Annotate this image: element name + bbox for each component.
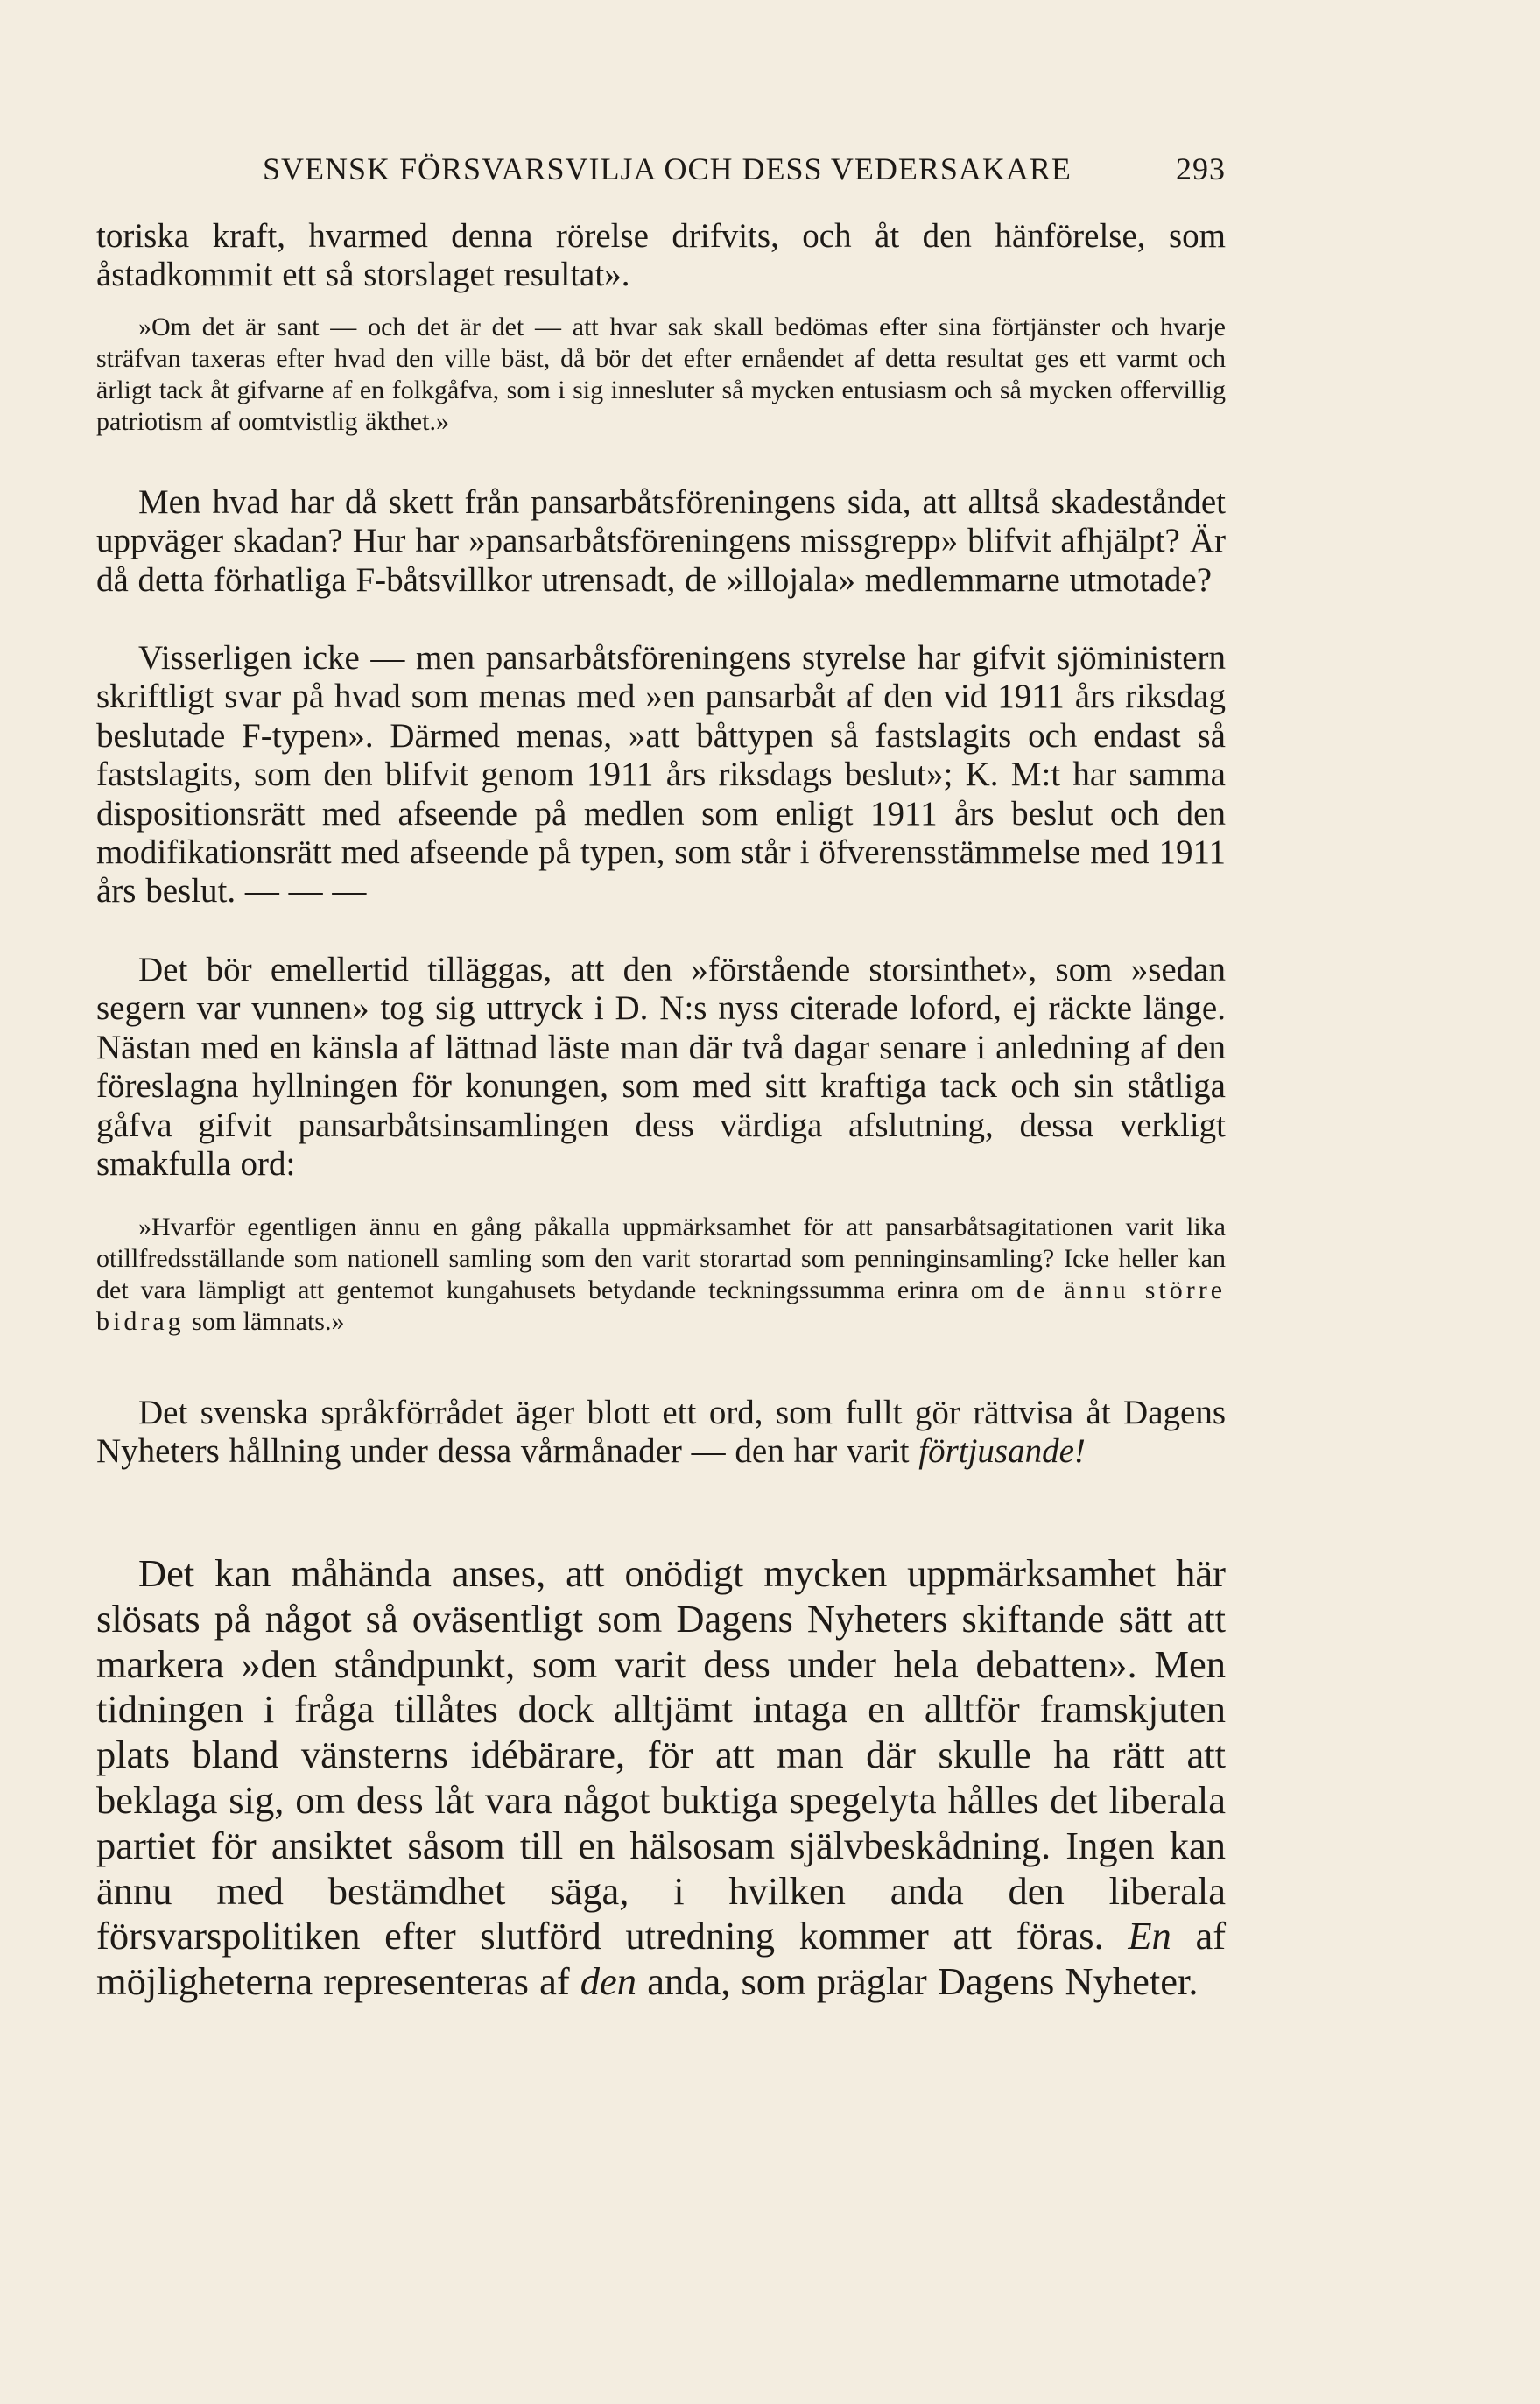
paragraph-2-text: »Om det är sant — och det är det — att hvar sak skall bedömas efter sina förtjänster och hvarje sträfvan taxeras efter hvad den ville bäst, då bör det efter ernåendet af detta resultat ges ett varmt och ärligt tack åt gifvarne af en folkgåfva, som i sig innesluter så mycken entusiasm och så mycken offervillig patriotism af oomtvistlig äkthet.» [96, 313, 1226, 436]
paragraph-1-text: toriska kraft, hvarmed denna rörelse drifvits, och åt den hänförelse, som åstadkommit ett så storslaget resultat». [96, 217, 1226, 294]
paragraph-4-text: Visserligen icke — men pansarbåtsföreningens styrelse har gifvit sjöministern skriftligt svar på hvad som menas med »en pansarbåt af den vid 1911 års riksdag beslutade F-typen». Därmed menas, »att båttypen så fastslagits och endast så fastslagits, som den blifvit genom 1911 års riksdags beslut»; K. M:t har samma dispositionsrätt med afseende på medlen som enligt 1911 års beslut och den modifikationsrätt med afseende på typen, som står i öfverensstämmelse med 1911 års beslut. — — — [96, 639, 1226, 910]
p8-end: anda, som präglar Dagens Nyheter. [647, 1959, 1199, 2004]
p7-italic: förtjusande! [918, 1432, 1086, 1471]
paragraph-3-text: Men hvad har då skett från pansarbåtsföreningens sida, att alltså skadeståndet uppväger skadan? Hur har »pansarbåtsföreningens missgrepp» blifvit afhjälpt? Är då detta förhatliga F-båtsvillkor utrensadt, de »illojala» medlemmarne utmotade? [96, 483, 1226, 599]
paragraph-5 [96, 951, 1226, 1184]
p8-mid: af möjligheterna representeras af [96, 1914, 1227, 2004]
p6-spaced: de ännu större bidrag [96, 1276, 1227, 1336]
paragraph-7 [96, 1394, 1226, 1472]
paragraph-8-text [96, 1551, 1226, 2005]
quote-paragraph-2 [96, 312, 1226, 438]
paragraph-4 [96, 639, 1226, 911]
p6-start: »Hvarför egentligen ännu en gång påkalla uppmärksamhet för att pansarbåtsagitationen varit lika otillfredsställande som nationell samling som den varit storartad som penninginsamling? Icke heller kan det vara lämpligt att gentemot kungahusets betydande teckningssumma erinra om [96, 1213, 1226, 1304]
quote-paragraph-6 [96, 1212, 1226, 1338]
p8-start: Det kan måhända anses, att onödigt mycken uppmärksamhet här slösats på något så oväsentligt som Dagens Nyheters skiftande sätt att markera »den ståndpunkt, som varit dess under hela debatten». Men tidningen i fråga tillåtes dock alltjämt intaga en alltför framskjuten plats bland vänsterns idébärare, för att man där skulle ha rätt att beklaga sig, om dess låt vara något buktiga spegelyta hålles det liberala partiet för ansiktet såsom till en hälsosam självbeskådning. Ingen kan ännu med bestämdhet säga, i hvilken anda den liberala försvarspolitiken efter slutförd utredning kommer att föras. [96, 1551, 1226, 1958]
running-header [96, 151, 1226, 196]
p7-start: Det svenska språkförrådet äger blott ett ord, som fullt gör rättvisa åt Dagens Nyheters hållning under dessa vårmånader — den har varit [96, 1394, 1226, 1471]
p8-italic-den: den [580, 1959, 637, 2004]
page-number: 293 [1176, 151, 1226, 186]
paragraph-1 [96, 217, 1226, 295]
paragraph-7-text [96, 1394, 1226, 1472]
p6-end: som lämnats.» [192, 1307, 345, 1336]
paragraph-8 [96, 1551, 1226, 2005]
p8-italic-en: En [1128, 1914, 1171, 1958]
paragraph-6-text [96, 1212, 1226, 1338]
paragraph-5-text: Det bör emellertid tilläggas, att den »förstående storsinthet», som »sedan segern var vunnen» tog sig uttryck i D. N:s nyss citerade loford, ej räckte länge. Nästan med en känsla af lättnad läste man där två dagar senare i anledning af den föreslagna hyllningen för konungen, som med sitt kraftiga tack och sin ståtliga gåfva gifvit pansarbåtsinsamlingen dess värdiga afslutning, dessa verkligt smakfulla ord: [96, 951, 1226, 1184]
running-title: SVENSK FÖRSVARSVILJA OCH DESS VEDERSAKARE [263, 151, 1072, 186]
paragraph-3 [96, 483, 1226, 600]
